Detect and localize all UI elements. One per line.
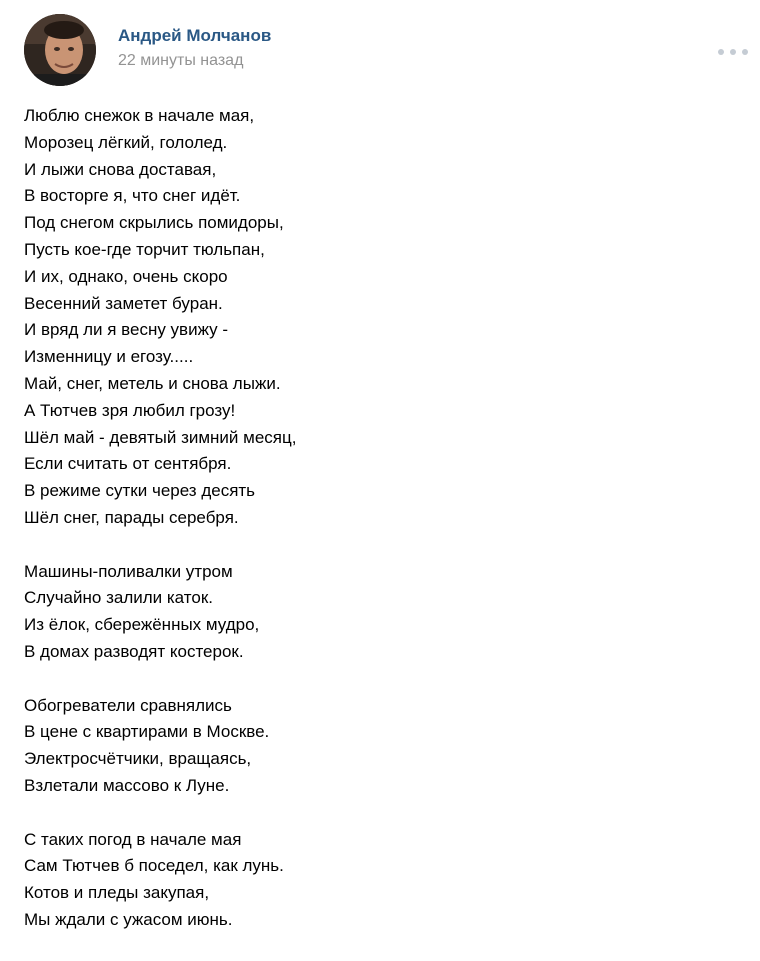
poem-stanza [24,559,724,666]
poem-line: Морозец лёгкий, гололед. [24,132,228,152]
poem-line: Машины-поливалки утром [24,561,233,581]
poem-line: И их, однако, очень скоро [24,266,228,286]
poem-line: Взлетали массово к Луне. [24,775,230,795]
poem-stanza [24,103,724,532]
author-name[interactable]: Андрей Молчанов [118,26,272,45]
poem-stanza [24,827,724,934]
poem-line: Из ёлок, сбережённых мудро, [24,615,260,635]
poem-line: И вряд ли я весну увижу - [24,320,229,340]
poem-line: Люблю снежок в начале мая, [24,106,255,125]
poem-line: Обогреватели сравнялись [24,695,232,715]
dot [730,49,736,55]
poem-line: Котов и пледы закупая, [24,883,210,903]
poem-line: Май, снег, метель и снова лыжи. [24,373,281,393]
poem-line: Шёл май - девятый зимний месяц, [24,427,297,447]
more-dots-icon[interactable] [718,44,748,60]
post-header [24,14,748,86]
post-time[interactable]: 22 минуты назад [118,52,244,69]
dot [742,49,748,55]
poem-stanza [24,693,724,800]
author-avatar[interactable] [24,14,96,86]
poem-line: Мы ждали с ужасом июнь. [24,909,233,929]
poem-line: Под снегом скрылись помидоры, [24,213,284,233]
poem-line: Случайно залили каток. [24,588,213,608]
poem-line: В восторге я, что снег идёт. [24,186,241,206]
poem-line: Изменницу и егозу..... [24,347,194,367]
poem-line: Электросчётчики, вращаясь, [24,749,252,769]
poem-line: В домах разводят костерок. [24,641,244,661]
poem-line: Если считать от сентября. [24,454,232,474]
poem-line: С таких погод в начале мая [24,829,242,849]
user-photo-avatar-icon [24,14,96,86]
poem-line: В цене с квартирами в Москве. [24,722,270,742]
dot [718,49,724,55]
poem-line: Весенний заметет буран. [24,293,223,313]
poem-line: В режиме сутки через десять [24,481,256,501]
poem-line: И лыжи снова доставая, [24,159,217,179]
poem-line: А Тютчев зря любил грозу! [24,400,236,420]
poem-line: Пусть кое-где торчит тюльпан, [24,239,265,259]
poem-line: Шёл снег, парады серебря. [24,507,239,527]
poem-line: Сам Тютчев б поседел, как лунь. [24,856,284,876]
post-text [24,103,724,961]
